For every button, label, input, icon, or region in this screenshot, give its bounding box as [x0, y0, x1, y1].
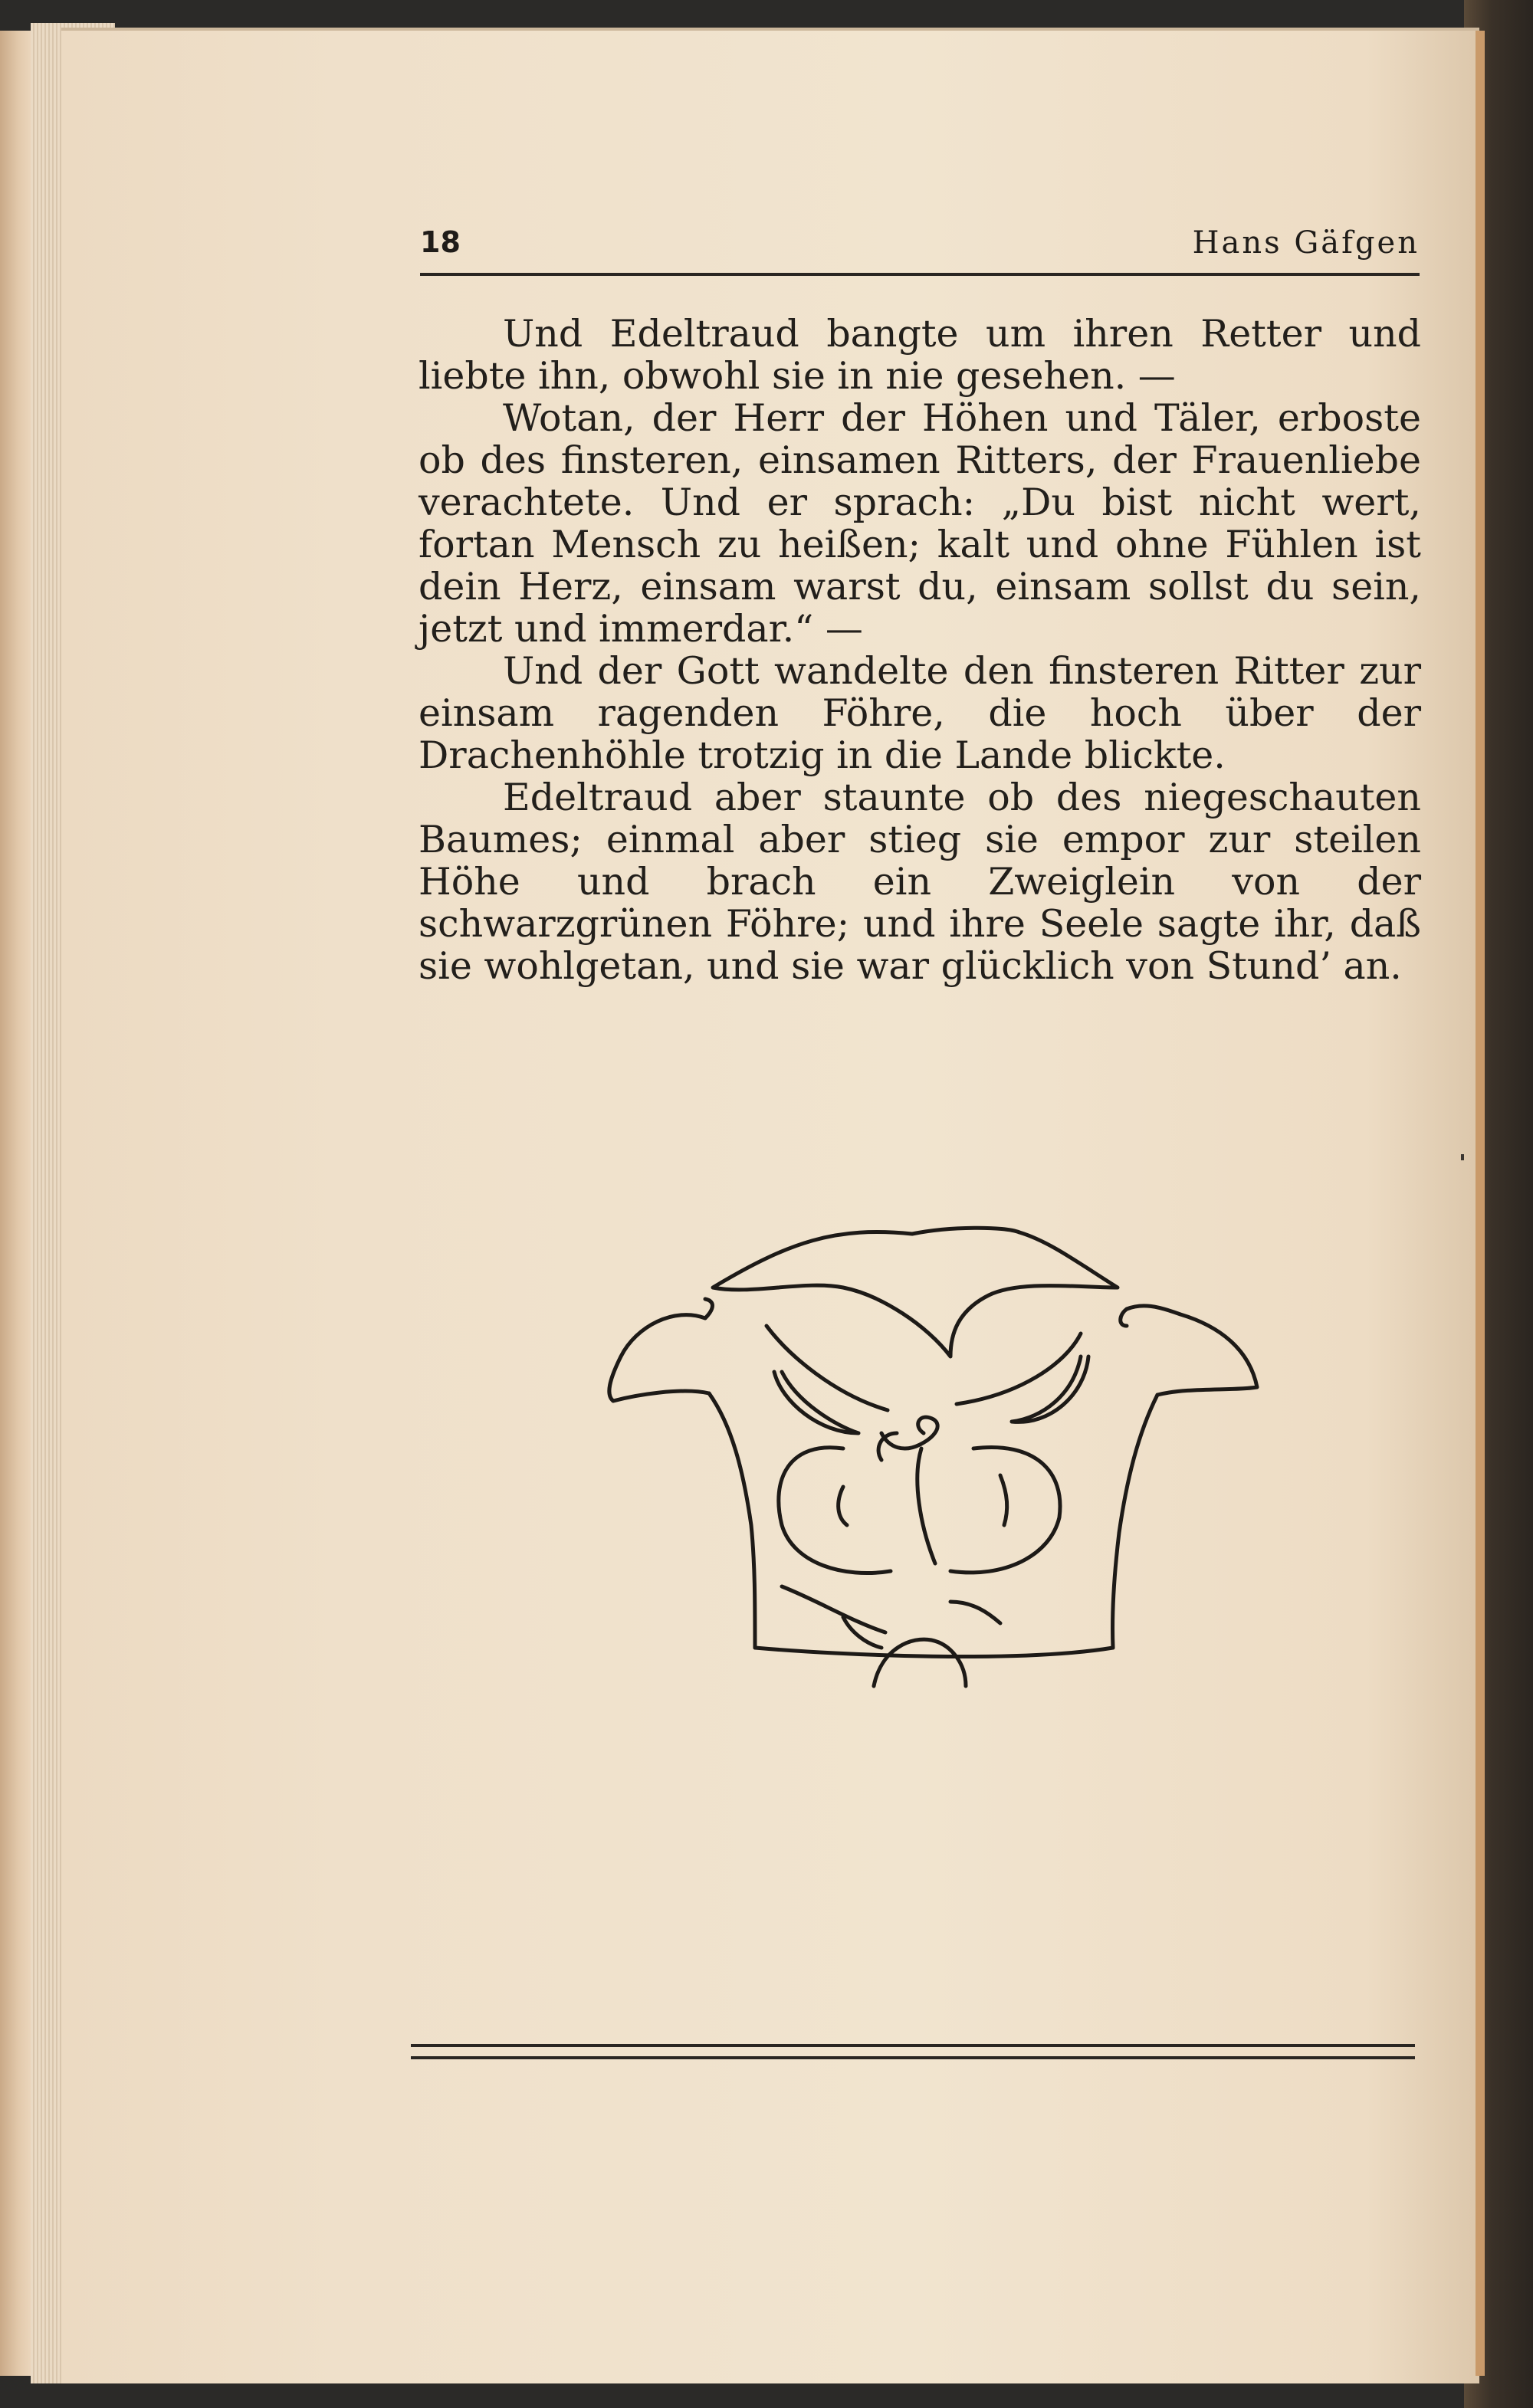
page-header [420, 225, 1420, 276]
left-ear [609, 1315, 709, 1401]
body-text [419, 313, 1421, 987]
paper-speck [1461, 1154, 1464, 1160]
left-ear-curl [705, 1299, 712, 1318]
bottom-double-rule [411, 2044, 1415, 2059]
chin-arch [874, 1639, 966, 1686]
book-right-cover-edge [1476, 31, 1485, 2376]
mouth-right [950, 1602, 1000, 1623]
paragraph: Und der Gott wandelte den finsteren Ritter zur einsam ragenden Föhre, die hoch über der Drachenhöhle trotzig in die Lande blickte. [419, 649, 1421, 777]
mouth-left [782, 1586, 885, 1632]
right-cheek-inner [1000, 1475, 1007, 1525]
right-side [1112, 1395, 1157, 1648]
paragraph: Und Edeltraud bangte um ihren Retter und liebte ihn, obwohl sie in nie gesehen. — [419, 312, 1421, 398]
left-cheek [779, 1448, 891, 1573]
page-number: 18 [420, 225, 461, 259]
running-title: Hans Gäfgen [1192, 225, 1420, 261]
left-brow [766, 1326, 888, 1410]
grotesque-face-illustration [590, 1203, 1280, 1740]
left-eye [774, 1372, 858, 1433]
nose-center [918, 1448, 935, 1563]
right-ear [1127, 1306, 1257, 1395]
base-line [755, 1648, 1113, 1657]
left-side [709, 1393, 755, 1648]
paragraph: Wotan, der Herr der Höhen und Täler, erboste ob des finsteren, einsamen Ritters, der Frauenliebe verachtete. Und er sprach: „Du bist nicht wert, fortan Mensch zu heißen; kalt und ohne Fühlen ist dein Herz, einsam warst du, einsam sollst du sein, jetzt und immerdar.“ — [419, 396, 1421, 651]
paragraph: Edeltraud aber staunte ob des niegeschauten Baumes; einmal aber stieg sie empor zur steilen Höhe und brach ein Zweiglein von der schwarzgrünen Föhre; und ihre Seele sagte ihr, daß sie wohlgetan, und sie war glücklich von Stund’ an. [419, 776, 1421, 988]
right-ear-curl [1121, 1309, 1127, 1326]
left-cheek-inner [839, 1487, 847, 1525]
